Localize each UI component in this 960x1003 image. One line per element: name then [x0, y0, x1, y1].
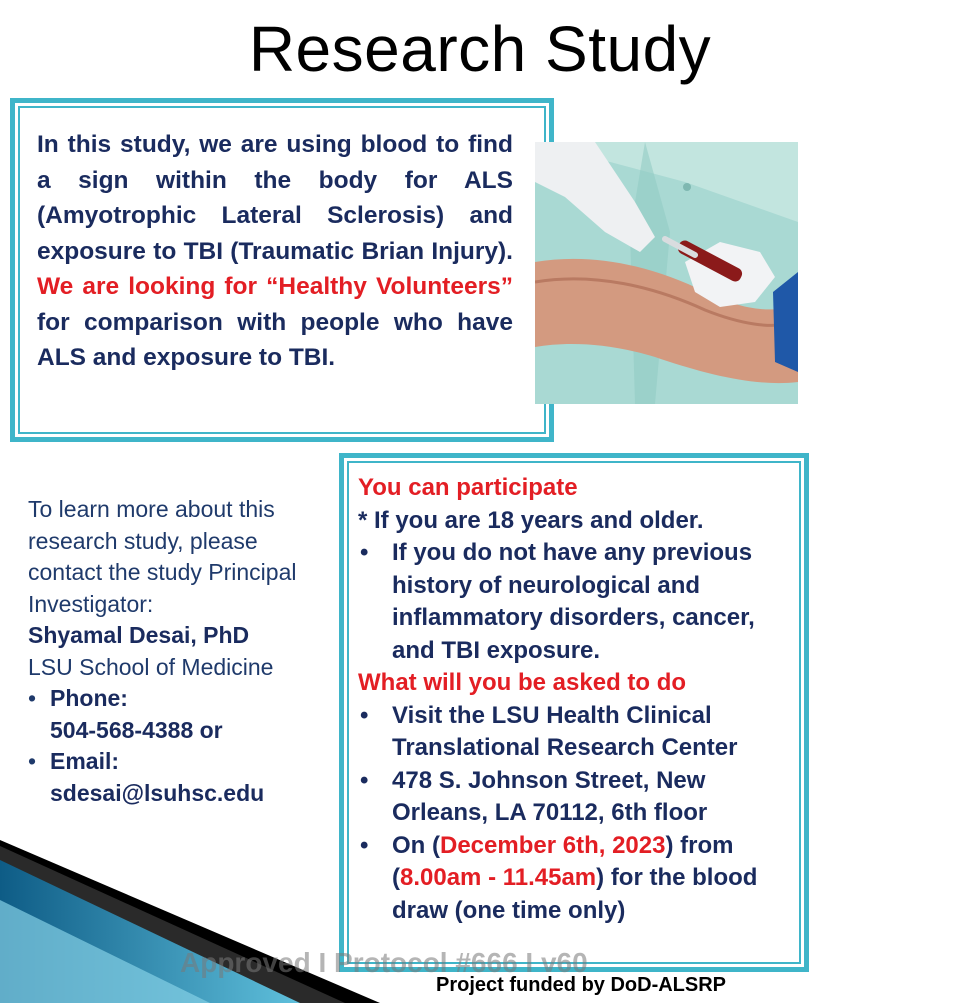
bullet-icon: • [360, 701, 369, 729]
phone-number[interactable]: 504-568-4388 or [50, 716, 223, 743]
task-visit-text: Visit the LSU Health Clinical Translational Research Center [392, 701, 738, 761]
contact-email [28, 746, 338, 809]
blood-draw-illustration [535, 142, 798, 404]
date-prefix: On ( [392, 831, 440, 859]
study-description [37, 127, 513, 376]
email-address[interactable]: sdesai@lsuhsc.edu [50, 779, 265, 806]
history-requirement [358, 537, 804, 667]
contact-list [28, 683, 338, 809]
page-title: Research Study [248, 13, 712, 85]
blood-draw-photo [535, 142, 798, 404]
bullet-icon: • [360, 539, 369, 566]
contact-info [28, 494, 338, 809]
funding-note: Project funded by DoD-ALSRP [436, 974, 727, 996]
participate-heading: You can participate [358, 474, 578, 501]
email-label: Email: [50, 748, 120, 774]
task-address-text: 478 S. Johnson Street, New Orleans, LA 70112, 6th floor [392, 766, 708, 826]
study-description-comparison: for comparison with people who have ALS and exposure to TBI. [37, 308, 513, 371]
task-date [358, 830, 804, 928]
approval-watermark: Approved I Protocol #666 I v60 [180, 947, 588, 978]
bullet-icon: • [28, 748, 37, 774]
investigator-organization: LSU School of Medicine [28, 653, 274, 680]
healthy-volunteers-callout: We are looking for “Healthy Volunteers” [37, 273, 513, 300]
study-description-text: In this study, we are using blood to find a sign within the body for ALS (Amyotrophic Lateral Sclerosis) and exposure to TBI (Traumatic Brian Injury). [37, 131, 513, 265]
participation-box [339, 453, 809, 972]
bullet-icon: • [360, 831, 369, 859]
investigator-name: Shyamal Desai, PhD [28, 622, 250, 648]
age-requirement: * If you are 18 years and older. [358, 506, 704, 534]
contact-phone [28, 683, 338, 746]
eligibility-list [358, 537, 804, 667]
contact-intro: To learn more about this research study, please contact the study Principal Investigator: [28, 496, 297, 617]
bullet-icon: • [28, 685, 37, 711]
task-address [358, 765, 804, 830]
date-mid: ) from ( [392, 831, 734, 891]
history-requirement-text: If you do not have any previous history of neurological and inflammatory disorders, cancer, and TBI exposure. [392, 539, 755, 664]
event-date: December 6th, 2023 [440, 831, 666, 859]
tasks-list [358, 700, 804, 928]
bullet-icon: • [360, 766, 369, 794]
asked-heading: What will you be asked to do [358, 669, 687, 696]
date-suffix: ) for the blood draw (one time only) [392, 864, 758, 924]
task-visit [358, 700, 804, 765]
event-time: 8.00am - 11.45am [400, 864, 597, 891]
study-description-box [10, 98, 554, 442]
phone-label: Phone: [50, 685, 128, 711]
